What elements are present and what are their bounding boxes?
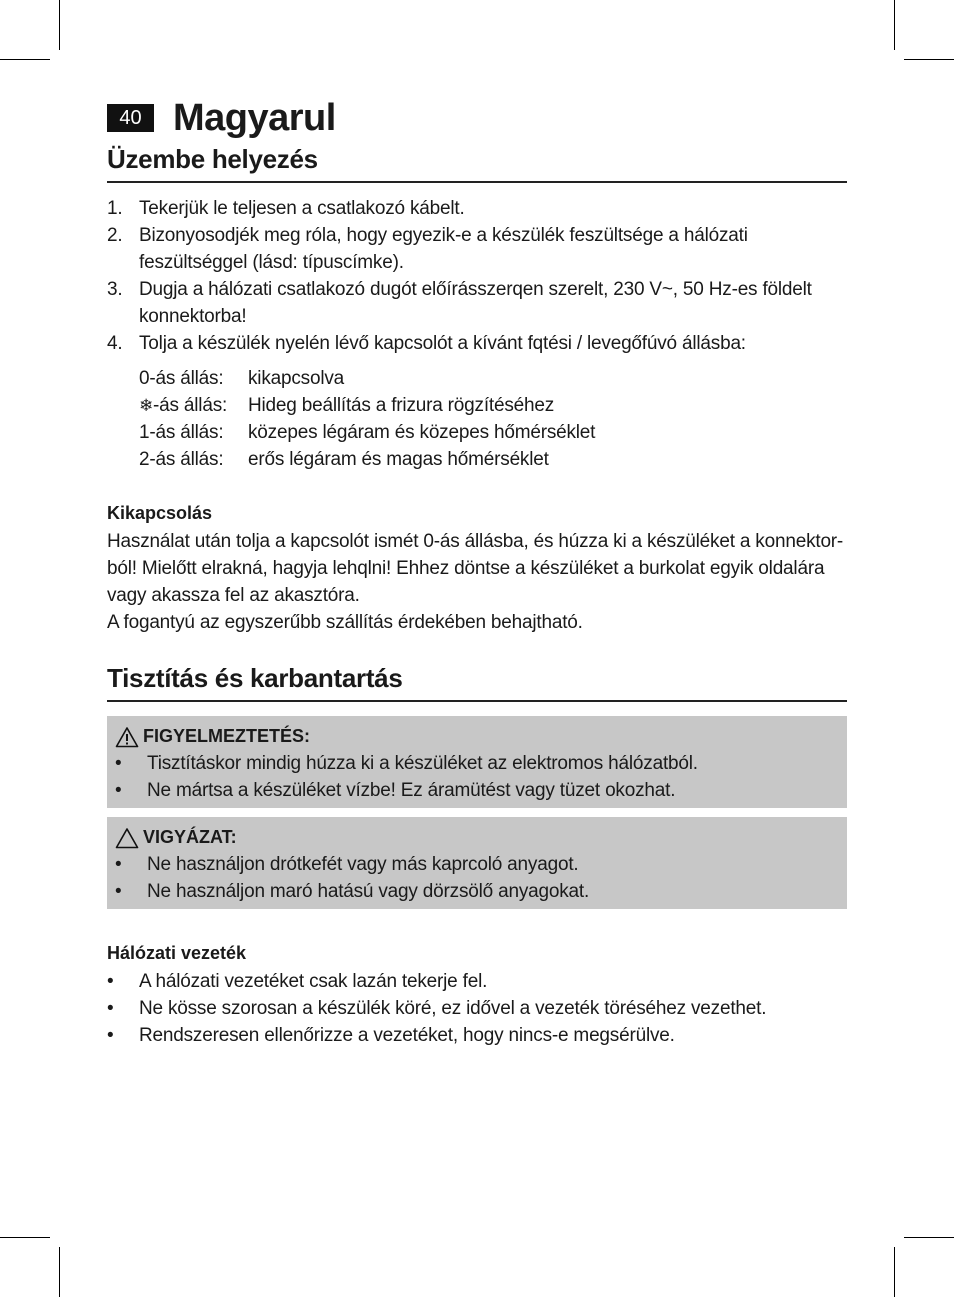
list-item: • Rendszeresen ellenőrizze a vezetéket, hogy nincs-e megsérülve.: [107, 1025, 675, 1046]
snowflake-icon: ❄: [139, 396, 154, 415]
list-item: • Ne használjon maró hatású vagy dörzsölő anyagokat.: [115, 881, 590, 902]
caution-triangle-icon: [115, 827, 139, 849]
mode-row: 2-ás állás: erős légáram és magas hőmérséklet: [139, 449, 549, 470]
mode-row: 1-ás állás: közepes légáram és közepes hőmérséklet: [139, 422, 596, 443]
switch-modes: [139, 365, 847, 473]
warning-triangle-icon: [115, 726, 139, 748]
caution-list: [115, 851, 847, 905]
subheading-switch-off: Kikapcsolás: [107, 503, 213, 523]
crop-mark: [0, 59, 50, 60]
warning-title: FIGYELMEZTETÉS:: [143, 726, 311, 746]
page-number: 40: [107, 104, 154, 132]
list-item: • Ne használjon drótkefét vagy más kaprcoló anyagot.: [115, 854, 579, 875]
mode-row: ❄-ás állás: Hideg beállítás a frizura rögzítéséhez: [139, 395, 555, 416]
list-item: 1. Tekerjük le teljesen a csatlakozó kábelt.: [107, 198, 465, 219]
caution-title: VIGYÁZAT:: [143, 827, 237, 847]
list-item: • A hálózati vezetéket csak lazán tekerje fel.: [107, 971, 488, 992]
crop-mark: [59, 1247, 60, 1297]
crop-mark: [904, 1237, 954, 1238]
caution-box: [107, 817, 847, 909]
list-item: • Tisztításkor mindig húzza ki a készüléket az elektromos hálózatból.: [115, 753, 698, 774]
section-title-cleaning: Tisztítás és karbantartás: [107, 663, 847, 702]
crop-mark: [59, 0, 60, 50]
crop-mark: [894, 1247, 895, 1297]
language-title: Magyarul: [173, 96, 336, 139]
setup-steps: [107, 195, 847, 357]
list-item: • Ne mártsa a készüléket vízbe! Ez áramütést vagy tüzet okozhat.: [115, 780, 676, 801]
crop-mark: [0, 1237, 50, 1238]
crop-mark: [894, 0, 895, 50]
mode-row: 0-ás állás: kikapcsolva: [139, 368, 345, 389]
warning-box: [107, 716, 847, 808]
crop-mark: [904, 59, 954, 60]
subheading-power-cord: Hálózati vezeték: [107, 943, 247, 963]
list-item: • Ne kösse szorosan a készülék köré, ez idővel a vezeték töréséhez vezethet.: [107, 998, 767, 1019]
list-item: 3. Dugja a hálózati csatlakozó dugót előírásszerqen szerelt, 230 V~, 50 Hz-es földelt konnektorba!: [107, 279, 812, 327]
page-content: [107, 96, 847, 1049]
warning-list: [115, 750, 847, 804]
page-header: [107, 96, 847, 140]
power-cord-list: [107, 968, 847, 1049]
switch-off-paragraph: Használat után tolja a kapcsolót ismét 0-ás állásba, és húzza ki a készüléket a konnektor- ból! Mielőtt elrakná, hagyja lehqlni! Ehhez döntse a készüléket a burkolat egyik oldalára vagy akassza fel az akasztóra. A fogantyú az egyszerűbb szállítás érdekében behajtható.: [107, 531, 844, 633]
list-item: 2. Bizonyosodjék meg róla, hogy egyezik-e a készülék feszültsége a hálózati feszültséggel (lásd: típuscímke).: [107, 225, 748, 273]
section-title-setup: Üzembe helyezés: [107, 144, 847, 183]
list-item: 4. Tolja a készülék nyelén lévő kapcsolót a kívánt fqtési / levegőfúvó állásba:: [107, 333, 746, 354]
